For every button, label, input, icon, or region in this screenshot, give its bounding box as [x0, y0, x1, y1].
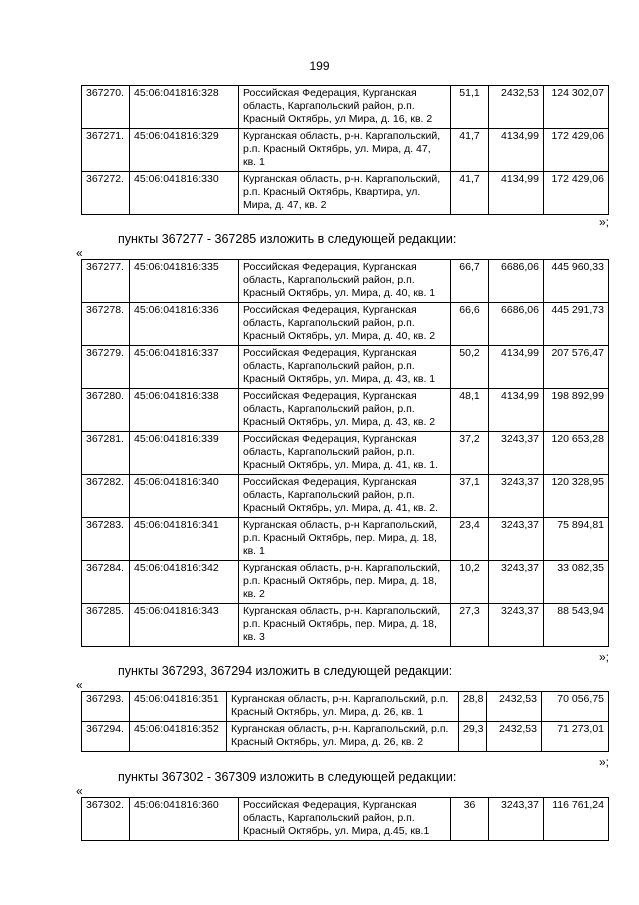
area: 41,7 — [451, 172, 489, 215]
row-number: 367271. — [82, 129, 130, 172]
area: 66,6 — [451, 303, 489, 346]
cadastral-number: 45:06:041816:343 — [130, 604, 239, 647]
cadastral-rate: 3243,37 — [489, 561, 544, 604]
open-quote-4: « — [76, 784, 83, 798]
closing-quote-1: »; — [598, 215, 609, 229]
row-number: 367280. — [82, 389, 130, 432]
row-number: 367284. — [82, 561, 130, 604]
table-row — [82, 798, 609, 841]
cadastral-rate: 4134,99 — [489, 346, 544, 389]
address: Российская Федерация, Курганская область, Каргапольский район, р.п. Красный Октябрь, ул. Мира, д. 40, кв. 1 — [239, 260, 451, 303]
cadastral-rate: 3243,37 — [489, 604, 544, 647]
cadastral-number: 45:06:041816:342 — [130, 561, 239, 604]
address: Российская Федерация, Курганская область, Каргапольский район, р.п. Красный Октябрь, ул. Мира, д. 41, кв. 1. — [239, 432, 451, 475]
table-row — [82, 346, 609, 389]
cadastral-value: 172 429,06 — [544, 172, 609, 215]
address: Курганская область, р-н. Каргапольский, р.п. Красный Октябрь, ул. Мира, д. 47, кв. 1 — [239, 129, 451, 172]
address: Российская Федерация, Курганская область, Каргапольский район, р.п. Красный Октябрь, ул. Мира, д. 43, кв. 1 — [239, 346, 451, 389]
cadastral-number: 45:06:041816:328 — [130, 86, 239, 129]
row-number: 367282. — [82, 475, 130, 518]
cadastral-number: 45:06:041816:339 — [130, 432, 239, 475]
cadastral-value: 172 429,06 — [544, 129, 609, 172]
cadastral-value: 116 761,24 — [544, 798, 609, 841]
cadastral-number: 45:06:041816:337 — [130, 346, 239, 389]
cadastral-number: 45:06:041816:360 — [130, 798, 239, 841]
table-row — [82, 604, 609, 647]
open-quote-3: « — [76, 678, 83, 692]
cadastral-value: 124 302,07 — [544, 86, 609, 129]
cadastral-value: 207 576,47 — [544, 346, 609, 389]
cadastral-number: 45:06:041816:340 — [130, 475, 239, 518]
row-number: 367285. — [82, 604, 130, 647]
page-number: 199 — [309, 59, 330, 73]
table-row — [82, 432, 609, 475]
area: 37,2 — [451, 432, 489, 475]
cadastral-rate: 4134,99 — [489, 389, 544, 432]
cadastral-rate: 6686,06 — [489, 303, 544, 346]
row-number: 367294. — [82, 722, 130, 752]
row-number: 367283. — [82, 518, 130, 561]
cadastral-number: 45:06:041816:341 — [130, 518, 239, 561]
table-row — [82, 129, 609, 172]
row-number: 367293. — [82, 692, 130, 722]
cadastral-value: 198 892,99 — [544, 389, 609, 432]
cadastral-value: 33 082,35 — [544, 561, 609, 604]
row-number: 367272. — [82, 172, 130, 215]
cadastral-rate: 3243,37 — [489, 475, 544, 518]
address: Российская Федерация, Курганская область, Каргапольский район, р.п. Красный Октябрь, ул. Мира, д. 41, кв. 2. — [239, 475, 451, 518]
area: 27,3 — [451, 604, 489, 647]
cadastral-value: 120 653,28 — [544, 432, 609, 475]
area: 48,1 — [451, 389, 489, 432]
cadastral-value: 445 291,73 — [544, 303, 609, 346]
cadastral-rate: 2432,53 — [487, 722, 542, 752]
table-row — [82, 389, 609, 432]
row-number: 367281. — [82, 432, 130, 475]
cadastral-number: 45:06:041816:338 — [130, 389, 239, 432]
cadastral-number: 45:06:041816:336 — [130, 303, 239, 346]
address: Курганская область, р-н. Каргапольский, р.п. Красный Октябрь, ул. Мира, д. 26, кв. 1 — [227, 692, 459, 722]
table-row — [82, 86, 609, 129]
section-intro-3: пункты 367293, 367294 изложить в следующей редакции: — [118, 664, 453, 678]
table-row — [82, 722, 609, 752]
row-number: 367278. — [82, 303, 130, 346]
address: Курганская область, р-н. Каргапольский, р.п. Красный Октябрь, ул. Мира, д. 26, кв. 2 — [227, 722, 459, 752]
closing-quote-3: »; — [598, 755, 609, 769]
cadastral-number: 45:06:041816:352 — [130, 722, 227, 752]
cadastral-rate: 6686,06 — [489, 260, 544, 303]
address: Российская Федерация, Курганская область, Каргапольский район, р.п. Красный Октябрь, ул. Мира, д.45, кв.1 — [239, 798, 451, 841]
area: 51,1 — [451, 86, 489, 129]
table-row — [82, 303, 609, 346]
table-row — [82, 172, 609, 215]
cadastral-rate: 3243,37 — [489, 518, 544, 561]
cadastral-number: 45:06:041816:330 — [130, 172, 239, 215]
section-intro-4: пункты 367302 - 367309 изложить в следующей редакции: — [118, 770, 457, 784]
cadastral-value: 75 894,81 — [544, 518, 609, 561]
cadastral-rate: 4134,99 — [489, 172, 544, 215]
area: 66,7 — [451, 260, 489, 303]
area: 41,7 — [451, 129, 489, 172]
property-table-4 — [81, 797, 609, 841]
area: 29,3 — [459, 722, 487, 752]
row-number: 367277. — [82, 260, 130, 303]
cadastral-value: 70 056,75 — [542, 692, 609, 722]
address: Российская Федерация, Курганская область, Каргапольский район, р.п. Красный Октябрь, ул Мира, д. 16, кв. 2 — [239, 86, 451, 129]
area: 36 — [451, 798, 489, 841]
cadastral-rate: 3243,37 — [489, 432, 544, 475]
area: 28,8 — [459, 692, 487, 722]
open-quote-2: « — [76, 246, 83, 260]
area: 10,2 — [451, 561, 489, 604]
table-row — [82, 475, 609, 518]
cadastral-rate: 2432,53 — [487, 692, 542, 722]
table-row — [82, 692, 609, 722]
section-intro-2: пункты 367277 - 367285 изложить в следующей редакции: — [118, 232, 457, 246]
cadastral-number: 45:06:041816:351 — [130, 692, 227, 722]
cadastral-rate: 2432,53 — [489, 86, 544, 129]
row-number: 367270. — [82, 86, 130, 129]
address: Российская Федерация, Курганская область, Каргапольский район, р.п. Красный Октябрь, ул. Мира, д. 43, кв. 2 — [239, 389, 451, 432]
property-table-3 — [81, 691, 609, 752]
closing-quote-2: »; — [598, 650, 609, 664]
row-number: 367302. — [82, 798, 130, 841]
cadastral-value: 120 328,95 — [544, 475, 609, 518]
address: Курганская область, р-н. Каргапольский, р.п. Красный Октябрь, пер. Мира, д. 18, кв. 2 — [239, 561, 451, 604]
address: Российская Федерация, Курганская область, Каргапольский район, р.п. Красный Октябрь, ул. Мира, д. 40, кв. 2 — [239, 303, 451, 346]
area: 50,2 — [451, 346, 489, 389]
property-table-1 — [81, 85, 609, 215]
address: Курганская область, р-н Каргапольский, р.п. Красный Октябрь, пер. Мира, д. 18, кв. 1 — [239, 518, 451, 561]
property-table-2 — [81, 259, 609, 647]
table-row — [82, 518, 609, 561]
cadastral-number: 45:06:041816:329 — [130, 129, 239, 172]
cadastral-number: 45:06:041816:335 — [130, 260, 239, 303]
cadastral-rate: 4134,99 — [489, 129, 544, 172]
row-number: 367279. — [82, 346, 130, 389]
cadastral-value: 71 273,01 — [542, 722, 609, 752]
table-row — [82, 561, 609, 604]
table-row — [82, 260, 609, 303]
cadastral-rate: 3243,37 — [489, 798, 544, 841]
area: 37,1 — [451, 475, 489, 518]
address: Курганская область, р-н. Каргапольский, р.п. Красный Октябрь, Квартира, ул. Мира, д. 47, кв. 2 — [239, 172, 451, 215]
cadastral-value: 445 960,33 — [544, 260, 609, 303]
area: 23,4 — [451, 518, 489, 561]
cadastral-value: 88 543,94 — [544, 604, 609, 647]
address: Курганская область, р-н. Каргапольский, р.п. Красный Октябрь, пер. Мира, д. 18, кв. 3 — [239, 604, 451, 647]
